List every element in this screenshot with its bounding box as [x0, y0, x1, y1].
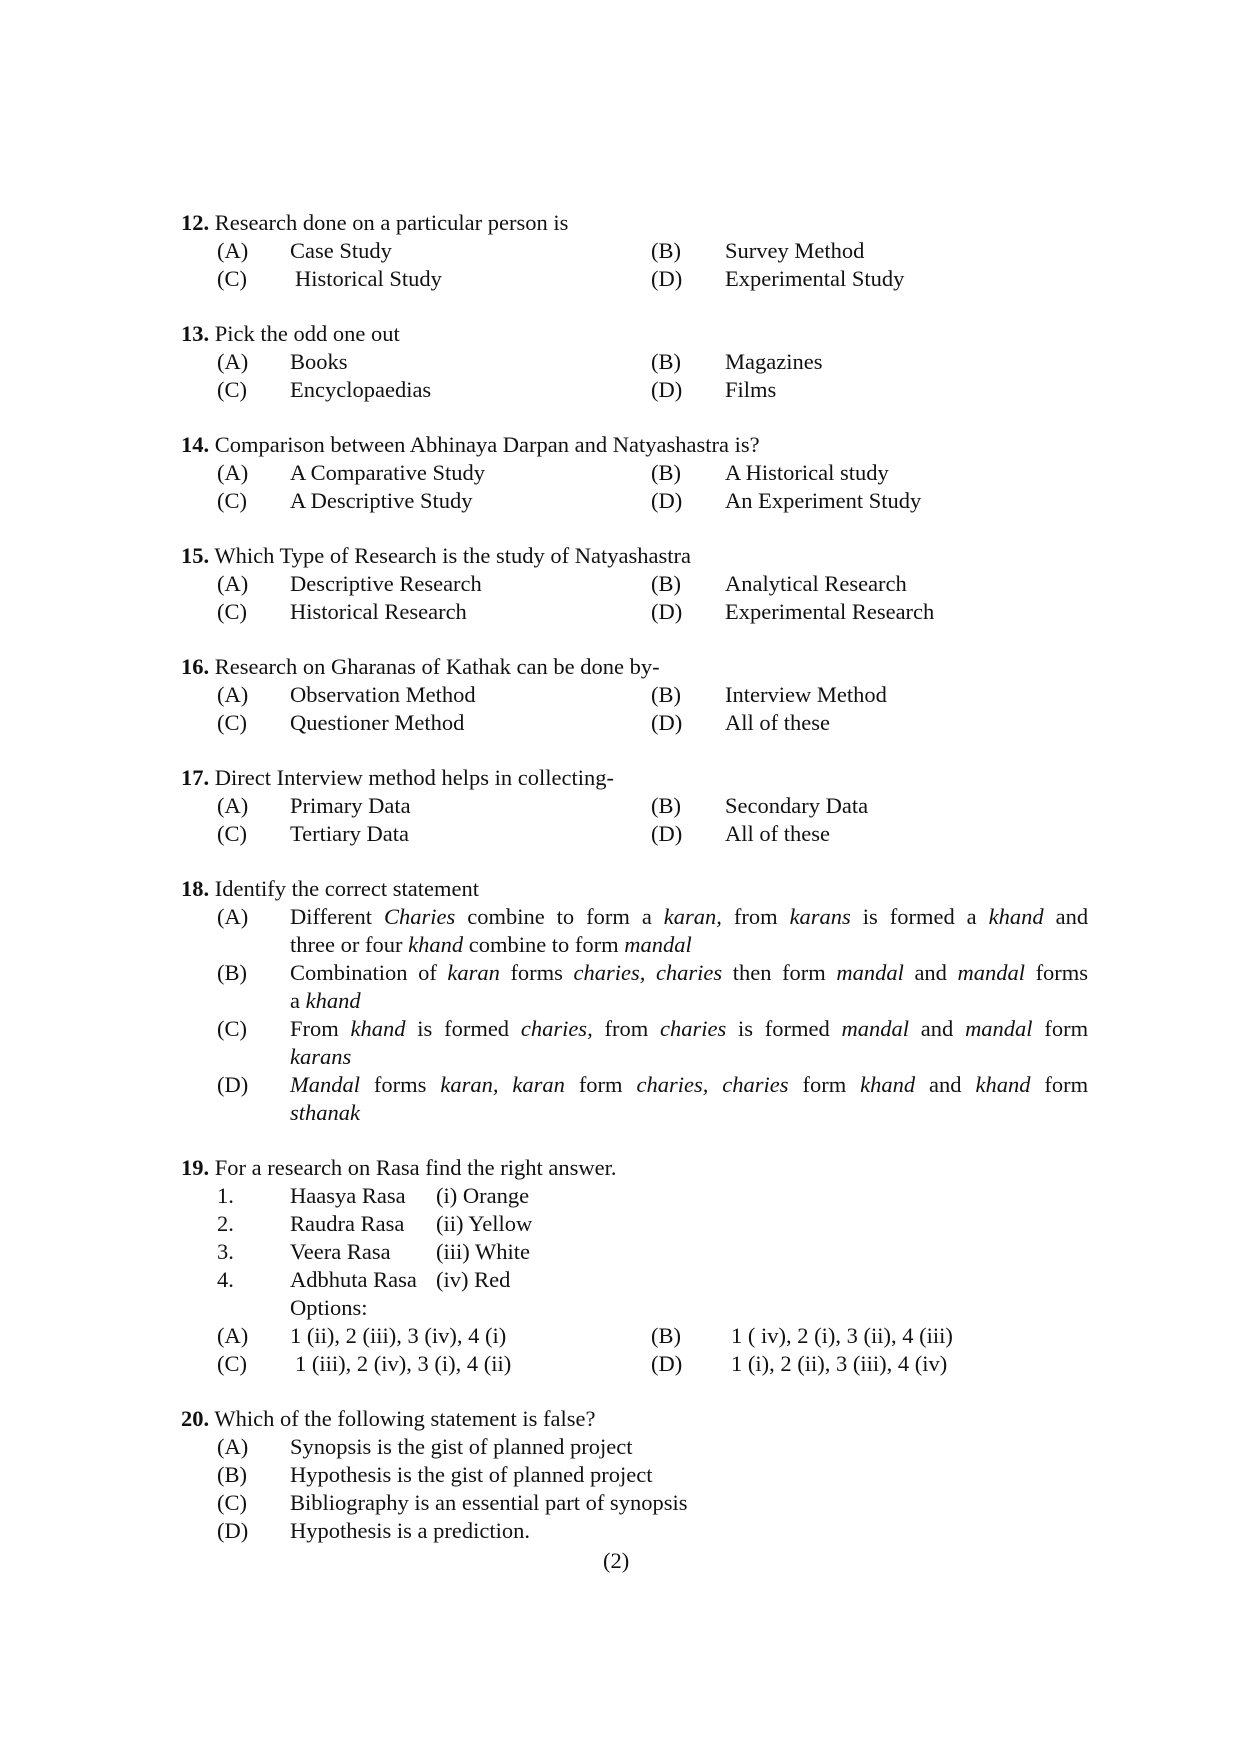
- option-label: (D): [651, 266, 683, 291]
- word-italic: karan,: [663, 904, 722, 929]
- option-a-line-1: [290, 903, 1088, 931]
- option-label: (C): [217, 710, 247, 735]
- word: and: [1055, 904, 1089, 929]
- option-b-line-2: [290, 987, 361, 1015]
- option-text: All of these: [725, 710, 830, 735]
- item-color: (iv) Red: [436, 1267, 511, 1292]
- word-italic: karan: [512, 1072, 565, 1097]
- option-label: (A): [217, 1434, 249, 1459]
- word-italic: karan: [447, 960, 500, 985]
- option-label: (B): [651, 349, 681, 374]
- word-italic: mandal: [957, 960, 1025, 985]
- option-text: Synopsis is the gist of planned project: [290, 1434, 633, 1459]
- word-italic: mandal: [624, 932, 692, 957]
- word: form: [1044, 1016, 1089, 1041]
- option-text: Encyclopaedias: [290, 377, 432, 402]
- question-text: Identify the correct statement: [214, 876, 480, 901]
- option-text: Interview Method: [725, 682, 887, 707]
- option-label: (B): [217, 960, 247, 985]
- option-label: (B): [651, 460, 681, 485]
- option-text: 1 ( iv), 2 (i), 3 (ii), 4 (iii): [731, 1323, 953, 1348]
- option-a-line-2: [290, 931, 692, 959]
- word: formed: [889, 904, 955, 929]
- word-italic: charies: [655, 960, 723, 985]
- option-text: Secondary Data: [725, 793, 869, 818]
- option-text: Bibliography is an essential part of synopsis: [290, 1490, 688, 1515]
- option-text: Descriptive Research: [290, 571, 482, 596]
- item-color: (ii) Yellow: [436, 1211, 533, 1236]
- question-15: [181, 542, 691, 570]
- item-rasa: Adbhuta Rasa: [290, 1267, 417, 1292]
- option-label: (B): [217, 1462, 247, 1487]
- option-label: (D): [651, 710, 683, 735]
- option-text: Films: [725, 377, 777, 402]
- item-number: 2.: [217, 1211, 234, 1236]
- question-text: Direct Interview method helps in collecting-: [214, 765, 614, 790]
- word-italic: sthanak: [290, 1100, 360, 1125]
- word: is: [417, 1016, 433, 1041]
- option-label: (D): [651, 488, 683, 513]
- word-italic: charies: [722, 1072, 789, 1097]
- word-italic: khand: [408, 932, 464, 957]
- question-text: For a research on Rasa find the right answer.: [214, 1155, 617, 1180]
- question-text: Comparison between Abhinaya Darpan and Natyashastra is?: [214, 432, 760, 457]
- word: combine to form: [463, 932, 625, 957]
- option-label: (B): [651, 238, 681, 263]
- question-text: Research done on a particular person is: [214, 210, 569, 235]
- word: from: [604, 1016, 649, 1041]
- question-17: [181, 764, 614, 792]
- question-text: Pick the odd one out: [214, 321, 400, 346]
- option-label: (C): [217, 266, 247, 291]
- word: From: [290, 1016, 339, 1041]
- question-number: 17.: [181, 765, 210, 790]
- option-label: (A): [217, 571, 249, 596]
- option-text: Experimental Study: [725, 266, 905, 291]
- option-label: (A): [217, 349, 249, 374]
- question-18: [181, 875, 479, 903]
- option-label: (C): [217, 1351, 247, 1376]
- word: and: [914, 960, 947, 985]
- word: forms: [1035, 960, 1089, 985]
- option-label: (A): [217, 793, 249, 818]
- word: form: [782, 960, 826, 985]
- word-italic: mandal: [965, 1016, 1033, 1041]
- option-label: (D): [651, 377, 683, 402]
- word: form: [1044, 1072, 1089, 1097]
- word: a: [966, 904, 977, 929]
- word: to: [556, 904, 575, 929]
- question-number: 13.: [181, 321, 210, 346]
- option-text: An Experiment Study: [725, 488, 922, 513]
- word: and: [920, 1016, 954, 1041]
- word: then: [732, 960, 772, 985]
- option-text: Observation Method: [290, 682, 476, 707]
- item-color: (iii) White: [436, 1239, 530, 1264]
- word: three or four: [290, 932, 409, 957]
- option-text: Historical Research: [290, 599, 467, 624]
- option-label: (A): [217, 1323, 249, 1348]
- option-d-line-2: [290, 1099, 360, 1127]
- word: forms: [373, 1072, 427, 1097]
- word-italic: khand: [975, 1072, 1031, 1097]
- word: and: [929, 1072, 962, 1097]
- word: Different: [290, 904, 373, 929]
- word-italic: charies: [659, 1016, 727, 1041]
- option-label: (D): [651, 1351, 683, 1376]
- question-number: 19.: [181, 1155, 210, 1180]
- option-d-line-1: [290, 1071, 1088, 1099]
- option-label: (C): [217, 377, 247, 402]
- option-c-line-1: [290, 1015, 1088, 1043]
- word: a: [641, 904, 652, 929]
- option-label: (A): [217, 460, 249, 485]
- word: is: [738, 1016, 754, 1041]
- word: form: [802, 1072, 847, 1097]
- word: from: [733, 904, 778, 929]
- option-label: (B): [651, 1323, 681, 1348]
- question-text: Which of the following statement is false?: [214, 1406, 596, 1431]
- question-number: 18.: [181, 876, 210, 901]
- option-label: (D): [651, 821, 683, 846]
- option-text: Hypothesis is a prediction.: [290, 1518, 530, 1543]
- option-label: (B): [651, 793, 681, 818]
- item-number: 1.: [217, 1183, 234, 1208]
- word: form: [578, 1072, 623, 1097]
- question-number: 14.: [181, 432, 210, 457]
- word-italic: khand: [988, 904, 1044, 929]
- option-text: A Historical study: [725, 460, 889, 485]
- word-italic: Mandal: [290, 1072, 360, 1097]
- word-italic: Charies: [384, 904, 456, 929]
- word-italic: khand: [350, 1016, 406, 1041]
- option-text: All of these: [725, 821, 830, 846]
- option-b-line-1: [290, 959, 1088, 987]
- option-label: (D): [217, 1518, 249, 1543]
- word-italic: charies,: [573, 960, 646, 985]
- word: forms: [510, 960, 563, 985]
- option-text: Analytical Research: [725, 571, 907, 596]
- word: formed: [444, 1016, 510, 1041]
- option-label: (A): [217, 682, 249, 707]
- option-label: (C): [217, 1490, 247, 1515]
- question-12: [181, 209, 568, 237]
- word-italic: charies,: [520, 1016, 593, 1041]
- word: combine: [467, 904, 545, 929]
- option-label: (C): [217, 599, 247, 624]
- question-20: [181, 1405, 595, 1433]
- option-text: A Comparative Study: [290, 460, 485, 485]
- option-text: Historical Study: [295, 266, 442, 291]
- option-c-line-2: [290, 1043, 351, 1071]
- item-rasa: Veera Rasa: [290, 1239, 391, 1264]
- word: form: [586, 904, 630, 929]
- option-label: (C): [217, 488, 247, 513]
- word-italic: mandal: [841, 1016, 910, 1041]
- option-text: A Descriptive Study: [290, 488, 473, 513]
- option-text: Case Study: [290, 238, 392, 263]
- word-italic: khand: [305, 988, 361, 1013]
- option-text: 1 (i), 2 (ii), 3 (iii), 4 (iv): [731, 1351, 948, 1376]
- option-text: Experimental Research: [725, 599, 935, 624]
- option-label: (A): [217, 904, 249, 929]
- word: formed: [764, 1016, 830, 1041]
- item-rasa: Raudra Rasa: [290, 1211, 405, 1236]
- item-color: (i) Orange: [436, 1183, 530, 1208]
- item-number: 3.: [217, 1239, 234, 1264]
- word: is: [862, 904, 878, 929]
- options-label: Options:: [290, 1295, 368, 1320]
- question-19: [181, 1154, 617, 1182]
- option-text: Questioner Method: [290, 710, 465, 735]
- option-label: (B): [651, 571, 681, 596]
- question-number: 15.: [181, 543, 210, 568]
- question-number: 12.: [181, 210, 210, 235]
- option-label: (A): [217, 238, 249, 263]
- word-italic: karans: [290, 1044, 352, 1069]
- question-13: [181, 320, 400, 348]
- option-text: 1 (iii), 2 (iv), 3 (i), 4 (ii): [295, 1351, 512, 1376]
- question-text: Research on Gharanas of Kathak can be done by-: [214, 654, 660, 679]
- word-italic: karan,: [440, 1072, 499, 1097]
- option-text: Tertiary Data: [290, 821, 409, 846]
- option-text: Hypothesis is the gist of planned project: [290, 1462, 653, 1487]
- option-label: (C): [217, 1016, 247, 1041]
- item-number: 4.: [217, 1267, 234, 1292]
- option-label: (B): [651, 682, 681, 707]
- option-text: Survey Method: [725, 238, 865, 263]
- word: of: [418, 960, 437, 985]
- option-label: (D): [651, 599, 683, 624]
- option-label: (D): [217, 1072, 249, 1097]
- question-number: 16.: [181, 654, 210, 679]
- word: Combination: [290, 960, 408, 985]
- option-text: Magazines: [725, 349, 823, 374]
- option-text: Books: [290, 349, 348, 374]
- word: a: [290, 988, 306, 1013]
- word-italic: khand: [860, 1072, 916, 1097]
- word-italic: mandal: [836, 960, 904, 985]
- option-text: Primary Data: [290, 793, 411, 818]
- question-14: [181, 431, 760, 459]
- word-italic: charies,: [636, 1072, 709, 1097]
- word-italic: karans: [789, 904, 851, 929]
- question-text: Which Type of Research is the study of Natyashastra: [214, 543, 691, 568]
- option-text: 1 (ii), 2 (iii), 3 (iv), 4 (i): [290, 1323, 507, 1348]
- page-number: (2): [603, 1548, 630, 1573]
- item-rasa: Haasya Rasa: [290, 1183, 406, 1208]
- question-number: 20.: [181, 1406, 210, 1431]
- option-label: (C): [217, 821, 247, 846]
- question-16: [181, 653, 660, 681]
